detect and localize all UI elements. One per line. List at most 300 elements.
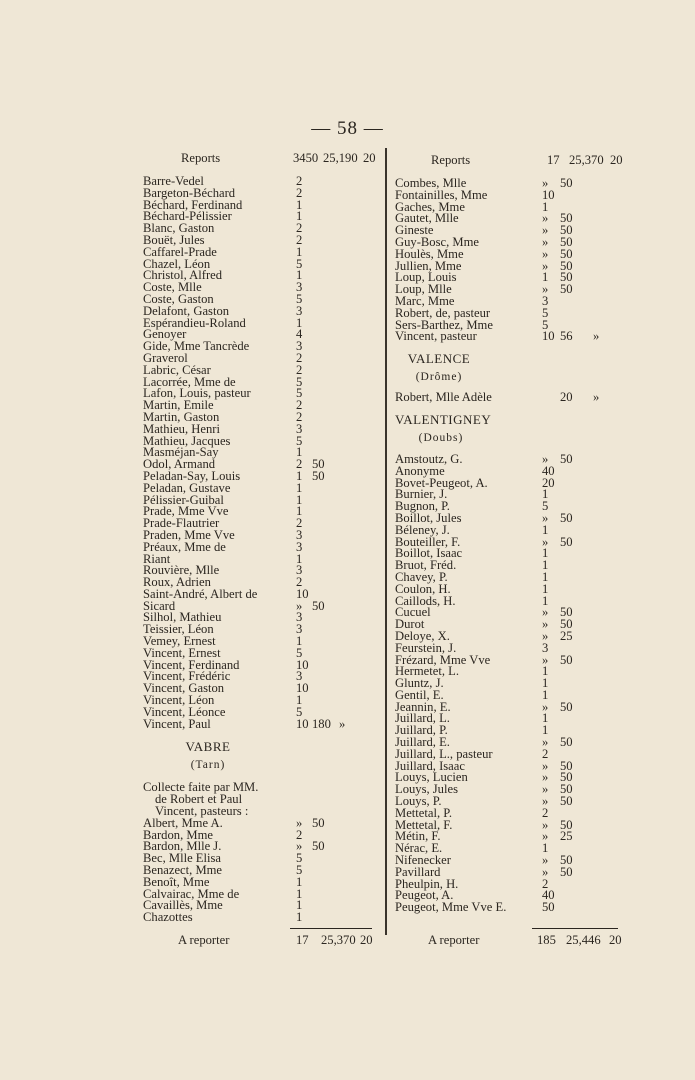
entry-amount-a: » bbox=[542, 282, 549, 297]
entry-name: Juillard, L. bbox=[395, 711, 450, 726]
entry-name: Mathieu, Jacques bbox=[143, 433, 231, 448]
entry-name: Marc, Mme bbox=[395, 293, 455, 308]
entry-name: Chazel, Léon bbox=[143, 256, 211, 271]
entry-name: Gentil, E. bbox=[395, 687, 444, 702]
entry-amount-a: 1 bbox=[542, 841, 549, 856]
entry-amount-a: 1 bbox=[542, 687, 549, 702]
entry-amount-b: 50 bbox=[560, 270, 573, 285]
entry-amount-b: 50 bbox=[312, 839, 325, 854]
entry-name: Caffarel-Prade bbox=[143, 244, 217, 259]
list-entry bbox=[395, 392, 625, 404]
entry-name: Peugeot, Mme Vve E. bbox=[395, 900, 507, 915]
entry-amount-a: 1 bbox=[542, 569, 549, 584]
entry-name: Nérac, E. bbox=[395, 841, 443, 856]
entry-amount-a: 1 bbox=[296, 468, 303, 483]
entry-name: Odol, Armand bbox=[143, 457, 216, 472]
entry-name: Bugnon, P. bbox=[395, 499, 450, 514]
entry-name: Peladan-Say, Louis bbox=[143, 468, 241, 483]
entry-amount-a: 20 bbox=[542, 475, 555, 490]
entry-name: Genoyer bbox=[143, 327, 187, 342]
entry-amount-a: » bbox=[542, 817, 549, 832]
entry-amount-a: 5 bbox=[296, 433, 303, 448]
entry-name: Loup, Louis bbox=[395, 270, 457, 285]
left-reports-header bbox=[143, 150, 377, 172]
entry-amount-a: 3 bbox=[296, 622, 303, 637]
entry-name: Coste, Mlle bbox=[143, 280, 202, 295]
entry-amount-c: » bbox=[593, 329, 600, 344]
entry-amount-a: 1 bbox=[296, 910, 303, 925]
entry-amount-a: 5 bbox=[296, 863, 303, 878]
entry-amount-a: 2 bbox=[542, 805, 549, 820]
entry-name: Vincent, Gaston bbox=[143, 681, 225, 696]
entry-name: Gide, Mme Tancrède bbox=[143, 339, 250, 354]
entry-amount-a: 5 bbox=[296, 386, 303, 401]
entry-amount-a: 1 bbox=[542, 581, 549, 596]
entry-amount-a: 2 bbox=[296, 827, 303, 842]
list-entry bbox=[395, 607, 625, 619]
entry-amount-a: 2 bbox=[296, 457, 303, 472]
entry-amount-b: 50 bbox=[560, 282, 573, 297]
entry-amount-c: » bbox=[593, 390, 600, 405]
entry-name: Vincent, Paul bbox=[143, 716, 211, 731]
entry-name: Hermetet, L. bbox=[395, 664, 459, 679]
entry-name: Robert, Mlle Adèle bbox=[395, 390, 492, 405]
reports-label: Reports bbox=[181, 151, 221, 165]
entry-amount-a: » bbox=[542, 605, 549, 620]
entry-name: Bardon, Mme bbox=[143, 827, 213, 842]
entry-name: Caillods, H. bbox=[395, 593, 456, 608]
entry-name: Teissier, Léon bbox=[143, 622, 214, 637]
entry-amount-a: » bbox=[542, 794, 549, 809]
entry-name: Louys, Jules bbox=[395, 782, 458, 797]
entry-amount-b: 50 bbox=[560, 510, 573, 525]
entry-amount-a: 1 bbox=[296, 480, 303, 495]
entry-amount-a: » bbox=[296, 839, 303, 854]
entry-amount-b: 50 bbox=[560, 782, 573, 797]
entry-amount-b: 50 bbox=[560, 234, 573, 249]
entry-amount-a: 1 bbox=[542, 487, 549, 502]
reporter-amount-a: 185 bbox=[537, 933, 556, 947]
entry-name: Gautet, Mlle bbox=[395, 211, 459, 226]
entry-amount-a: » bbox=[542, 246, 549, 261]
reports-amount-b: 25,190 bbox=[323, 151, 358, 165]
entry-name: Frézard, Mme Vve bbox=[395, 652, 491, 667]
entry-name: Pélissier-Guibal bbox=[143, 492, 224, 507]
list-entry bbox=[143, 912, 377, 924]
entry-name: Riant bbox=[143, 551, 171, 566]
entry-name: Pheulpin, H. bbox=[395, 876, 459, 891]
entry-name: Bargeton-Béchard bbox=[143, 185, 236, 200]
reporter-amount-c: 20 bbox=[609, 933, 622, 947]
entry-name: Masméjan-Say bbox=[143, 445, 219, 460]
entry-amount-a: » bbox=[542, 258, 549, 273]
entry-amount-a: 3 bbox=[296, 280, 303, 295]
entry-amount-a: » bbox=[542, 234, 549, 249]
entry-amount-b: 50 bbox=[560, 211, 573, 226]
entry-amount-a: 2 bbox=[296, 350, 303, 365]
entry-amount-a: 3 bbox=[296, 527, 303, 542]
collecte-line: de Robert et Paul bbox=[155, 792, 243, 807]
entry-amount-a: » bbox=[542, 770, 549, 785]
entry-name: Peugeot, A. bbox=[395, 888, 454, 903]
entry-name: Saint-André, Albert de bbox=[143, 586, 258, 601]
entry-amount-a: 1 bbox=[296, 492, 303, 507]
entry-amount-a: 1 bbox=[542, 522, 549, 537]
entry-amount-a: 1 bbox=[296, 693, 303, 708]
section-subtitle: (Drôme) bbox=[415, 371, 463, 384]
entry-amount-a: » bbox=[542, 628, 549, 643]
entry-amount-a: » bbox=[542, 758, 549, 773]
entry-name: Béchard-Pélissier bbox=[143, 209, 232, 224]
entry-amount-a: 5 bbox=[296, 645, 303, 660]
section-valentigney bbox=[395, 411, 492, 447]
entry-amount-a: 2 bbox=[296, 398, 303, 413]
entry-name: Prade, Mme Vve bbox=[143, 504, 229, 519]
entry-name: Chavey, P. bbox=[395, 569, 448, 584]
entry-name: Coste, Gaston bbox=[143, 291, 214, 306]
entry-amount-a: 1 bbox=[296, 504, 303, 519]
entry-amount-a: 5 bbox=[296, 704, 303, 719]
entry-amount-b: 50 bbox=[560, 176, 573, 190]
entry-name: Vincent, Ferdinand bbox=[143, 657, 240, 672]
entry-name: Lacorrée, Mme de bbox=[143, 374, 236, 389]
entry-name: Calvairac, Mme de bbox=[143, 886, 240, 901]
entry-amount-a: » bbox=[542, 534, 549, 549]
reporter-amount-b: 25,370 bbox=[321, 933, 356, 947]
entry-name: Praden, Mme Vve bbox=[143, 527, 235, 542]
entry-name: Rouvière, Mlle bbox=[143, 563, 220, 578]
entry-amount-a: 5 bbox=[542, 499, 549, 514]
reports-amount-c: 20 bbox=[610, 153, 623, 167]
page-number: — 58 — bbox=[311, 118, 384, 139]
entry-name: Sicard bbox=[143, 598, 176, 613]
section-title: VABRE bbox=[185, 739, 231, 755]
entry-name: Amstoutz, G. bbox=[395, 451, 463, 466]
entry-name: Durot bbox=[395, 617, 425, 632]
entry-amount-a: 3 bbox=[296, 339, 303, 354]
entry-name: Feurstein, J. bbox=[395, 640, 457, 655]
right-reports-header bbox=[395, 150, 625, 172]
entry-amount-a: » bbox=[542, 510, 549, 525]
entry-amount-a: 1 bbox=[296, 209, 303, 224]
entry-amount-a: 1 bbox=[542, 199, 549, 214]
entry-amount-b: 50 bbox=[312, 815, 325, 830]
entry-name: Benazect, Mme bbox=[143, 863, 223, 878]
entry-name: Boillot, Isaac bbox=[395, 546, 463, 561]
entry-name: Vincent, Frédéric bbox=[143, 669, 231, 684]
entry-amount-b: 20 bbox=[560, 390, 573, 405]
entry-name: Béleney, J. bbox=[395, 522, 450, 537]
entry-name: Boillot, Jules bbox=[395, 510, 462, 525]
entry-amount-a: 2 bbox=[296, 221, 303, 236]
right-entry-list bbox=[395, 178, 625, 343]
entry-amount-b: 50 bbox=[560, 451, 573, 466]
entry-name: Louys, Lucien bbox=[395, 770, 468, 785]
entry-name: Béchard, Ferdinand bbox=[143, 197, 243, 212]
entry-amount-a: » bbox=[542, 782, 549, 797]
entry-amount-a: 1 bbox=[296, 244, 303, 259]
reports-amount-a: 17 bbox=[547, 153, 560, 167]
entry-amount-a: » bbox=[542, 211, 549, 226]
entry-name: Chazottes bbox=[143, 910, 193, 925]
collecte-line: Collecte faite par MM. bbox=[143, 780, 259, 795]
entry-amount-a: » bbox=[542, 617, 549, 632]
entry-name: Anonyme bbox=[395, 463, 445, 478]
total-rule bbox=[532, 928, 618, 929]
entry-amount-a: 1 bbox=[542, 593, 549, 608]
column-separator bbox=[385, 148, 387, 935]
entry-name: Mathieu, Henri bbox=[143, 421, 220, 436]
total-rule bbox=[290, 928, 372, 929]
entry-name: Bovet-Peugeot, A. bbox=[395, 475, 488, 490]
collecte-note bbox=[143, 782, 377, 817]
entry-amount-a: 1 bbox=[542, 711, 549, 726]
entry-name: Fontainilles, Mme bbox=[395, 187, 488, 202]
entry-name: Silhol, Mathieu bbox=[143, 610, 222, 625]
entry-amount-a: 1 bbox=[296, 886, 303, 901]
entry-amount-a: 5 bbox=[296, 851, 303, 866]
entry-amount-a: 40 bbox=[542, 888, 555, 903]
reports-amount-c: 20 bbox=[363, 151, 376, 165]
entry-amount-a: 1 bbox=[296, 197, 303, 212]
entry-amount-a: 1 bbox=[542, 270, 549, 285]
entry-amount-a: 2 bbox=[296, 174, 303, 188]
entry-name: Métin, F. bbox=[395, 829, 441, 844]
entry-amount-a: 5 bbox=[542, 305, 549, 320]
entry-name: Burnier, J. bbox=[395, 487, 448, 502]
entry-name: Vincent, Léon bbox=[143, 693, 215, 708]
entry-amount-a: 1 bbox=[296, 268, 303, 283]
reports-amount-b: 25,370 bbox=[569, 153, 604, 167]
list-entry bbox=[395, 331, 625, 343]
entry-amount-a: 2 bbox=[296, 575, 303, 590]
entry-name: Juillard, L., pasteur bbox=[395, 746, 493, 761]
reports-amount-a: 3450 bbox=[293, 151, 319, 165]
entry-amount-a: » bbox=[542, 864, 549, 879]
reporter-amount-a: 17 bbox=[296, 933, 309, 947]
entry-amount-a: 10 bbox=[296, 586, 309, 601]
entry-amount-a: 1 bbox=[542, 558, 549, 573]
entry-amount-a: 10 bbox=[296, 716, 309, 731]
entry-amount-a: 2 bbox=[542, 876, 549, 891]
entry-amount-a: » bbox=[542, 176, 549, 190]
entry-amount-a: 1 bbox=[296, 634, 303, 649]
entry-name: Mettetal, F. bbox=[395, 817, 453, 832]
entry-amount-b: 50 bbox=[560, 605, 573, 620]
entry-amount-a: » bbox=[296, 815, 303, 830]
entry-amount-b: 25 bbox=[560, 628, 573, 643]
entry-amount-a: » bbox=[542, 652, 549, 667]
entry-amount-b: 50 bbox=[560, 652, 573, 667]
left-entry-list bbox=[143, 176, 377, 730]
section-vabre bbox=[143, 738, 273, 774]
entry-amount-b: 56 bbox=[560, 329, 573, 344]
reporter-amount-b: 25,446 bbox=[566, 933, 601, 947]
entry-name: Gaches, Mme bbox=[395, 199, 465, 214]
entry-amount-a: » bbox=[542, 735, 549, 750]
entry-name: Blanc, Gaston bbox=[143, 221, 215, 236]
entry-amount-a: 1 bbox=[296, 315, 303, 330]
entry-name: Deloye, X. bbox=[395, 628, 450, 643]
entry-name: Bec, Mlle Elisa bbox=[143, 851, 221, 866]
entry-amount-a: » bbox=[542, 451, 549, 466]
entry-name: Coulon, H. bbox=[395, 581, 451, 596]
entry-name: Bouteiller, F. bbox=[395, 534, 461, 549]
entry-amount-b: 50 bbox=[560, 770, 573, 785]
entry-amount-a: 10 bbox=[542, 187, 555, 202]
list-entry bbox=[395, 902, 625, 914]
entry-name: Juillard, Isaac bbox=[395, 758, 465, 773]
entry-amount-a: 10 bbox=[296, 657, 309, 672]
entry-amount-b: 50 bbox=[312, 468, 325, 483]
entry-name: Juillard, P. bbox=[395, 723, 448, 738]
entry-amount-a: 1 bbox=[542, 546, 549, 561]
entry-amount-a: 3 bbox=[542, 640, 549, 655]
right-column bbox=[395, 150, 625, 914]
entry-name: Jullien, Mme bbox=[395, 258, 462, 273]
entry-name: Cucuel bbox=[395, 605, 431, 620]
entry-name: Lafon, Louis, pasteur bbox=[143, 386, 251, 401]
entry-name: Préaux, Mme de bbox=[143, 539, 226, 554]
entry-name: Prade-Flautrier bbox=[143, 516, 220, 531]
entry-amount-a: 3 bbox=[296, 563, 303, 578]
entry-amount-a: 50 bbox=[542, 900, 555, 915]
entry-amount-b: 50 bbox=[560, 246, 573, 261]
entry-amount-b: 50 bbox=[560, 223, 573, 238]
entry-amount-a: 3 bbox=[296, 669, 303, 684]
entry-amount-a: 2 bbox=[296, 185, 303, 200]
entry-amount-a: 2 bbox=[296, 362, 303, 377]
entry-name: Juillard, E. bbox=[395, 735, 450, 750]
entry-name: Pavillard bbox=[395, 864, 441, 879]
entry-name: Delafont, Gaston bbox=[143, 303, 230, 318]
entry-amount-a: 2 bbox=[296, 516, 303, 531]
entry-amount-b: 50 bbox=[560, 735, 573, 750]
entry-name: Vincent, pasteur bbox=[395, 329, 477, 344]
left-column bbox=[143, 150, 377, 924]
entry-name: Bruot, Fréd. bbox=[395, 558, 457, 573]
entry-amount-b: 50 bbox=[560, 758, 573, 773]
entry-amount-a: 40 bbox=[542, 463, 555, 478]
entry-name: Vincent, Ernest bbox=[143, 645, 221, 660]
entry-amount-b: 50 bbox=[312, 598, 325, 613]
entry-amount-a: 2 bbox=[296, 232, 303, 247]
entry-amount-a: 3 bbox=[296, 539, 303, 554]
entry-amount-a: 1 bbox=[542, 723, 549, 738]
entry-amount-b: 50 bbox=[560, 534, 573, 549]
entry-name: Mettetal, P. bbox=[395, 805, 453, 820]
list-entry bbox=[143, 716, 377, 731]
entry-name: Gineste bbox=[395, 223, 434, 238]
entry-name: Graverol bbox=[143, 350, 188, 365]
list-entry bbox=[143, 539, 377, 554]
entry-amount-a: » bbox=[542, 829, 549, 844]
entry-name: Combes, Mlle bbox=[395, 176, 467, 190]
entry-amount-a: 5 bbox=[542, 317, 549, 332]
entry-amount-a: 1 bbox=[296, 874, 303, 889]
entry-name: Espérandieu-Roland bbox=[143, 315, 246, 330]
entry-amount-a: 1 bbox=[542, 676, 549, 691]
entry-amount-b: 50 bbox=[560, 864, 573, 879]
section-subtitle: (Tarn) bbox=[190, 759, 226, 772]
left-entry-list-vabre bbox=[143, 815, 377, 925]
entry-name: Martin, Emile bbox=[143, 398, 214, 413]
entry-amount-a: » bbox=[542, 853, 549, 868]
entry-amount-a: 1 bbox=[296, 551, 303, 566]
entry-amount-b: 50 bbox=[560, 258, 573, 273]
entry-amount-a: 3 bbox=[296, 610, 303, 625]
collecte-line: Vincent, pasteurs : bbox=[155, 804, 249, 819]
entry-name: Albert, Mme A. bbox=[143, 815, 223, 830]
entry-amount-a: 3 bbox=[296, 421, 303, 436]
entry-amount-b: 25 bbox=[560, 829, 573, 844]
entry-amount-a: 1 bbox=[296, 898, 303, 913]
entry-name: Loup, Mlle bbox=[395, 282, 452, 297]
entry-amount-b: 50 bbox=[560, 794, 573, 809]
entry-amount-a: » bbox=[296, 598, 303, 613]
section-title: VALENCE bbox=[407, 351, 471, 367]
entry-amount-a: 2 bbox=[542, 746, 549, 761]
entry-name: Robert, de, pasteur bbox=[395, 305, 491, 320]
entry-amount-a: » bbox=[542, 699, 549, 714]
section-title: VALENTIGNEY bbox=[395, 411, 492, 427]
entry-name: Benoît, Mme bbox=[143, 874, 210, 889]
entry-amount-a: 2 bbox=[296, 409, 303, 424]
entry-amount-a: 3 bbox=[296, 303, 303, 318]
entry-name: Bardon, Mlle J. bbox=[143, 839, 222, 854]
entry-amount-a: 3 bbox=[542, 293, 549, 308]
reporter-label: A reporter bbox=[178, 933, 230, 947]
entry-amount-a: » bbox=[542, 223, 549, 238]
entry-name: Sers-Barthez, Mme bbox=[395, 317, 493, 332]
entry-amount-a: 1 bbox=[296, 445, 303, 460]
entry-amount-a: 4 bbox=[296, 327, 303, 342]
section-valence bbox=[395, 350, 483, 386]
entry-amount-b: 180 bbox=[312, 716, 331, 731]
list-entry bbox=[143, 586, 377, 601]
entry-name: Labric, César bbox=[143, 362, 211, 377]
entry-name: Barre-Vedel bbox=[143, 174, 204, 188]
entry-name: Gluntz, J. bbox=[395, 676, 444, 691]
entry-amount-a: 5 bbox=[296, 374, 303, 389]
reports-label: Reports bbox=[431, 153, 471, 167]
reporter-label: A reporter bbox=[428, 933, 480, 947]
entry-amount-a: 5 bbox=[296, 291, 303, 306]
entry-name: Nifenecker bbox=[395, 853, 451, 868]
reporter-amount-c: 20 bbox=[360, 933, 373, 947]
entry-amount-a: 10 bbox=[296, 681, 309, 696]
entry-name: Martin, Gaston bbox=[143, 409, 220, 424]
entry-amount-a: 1 bbox=[542, 664, 549, 679]
entry-name: Louys, P. bbox=[395, 794, 442, 809]
entry-name: Peladan, Gustave bbox=[143, 480, 231, 495]
entry-name: Roux, Adrien bbox=[143, 575, 211, 590]
entry-amount-a: 5 bbox=[296, 256, 303, 271]
entry-amount-b: 50 bbox=[560, 699, 573, 714]
entry-name: Vincent, Léonce bbox=[143, 704, 226, 719]
entry-amount-a: 10 bbox=[542, 329, 555, 344]
entry-name: Christol, Alfred bbox=[143, 268, 223, 283]
valence-entry-list bbox=[395, 392, 625, 404]
entry-name: Houlès, Mme bbox=[395, 246, 464, 261]
entry-name: Bouët, Jules bbox=[143, 232, 205, 247]
entry-name: Guy-Bosc, Mme bbox=[395, 234, 479, 249]
section-subtitle: (Doubs) bbox=[418, 431, 464, 444]
entry-amount-b: 50 bbox=[312, 457, 325, 472]
entry-amount-c: » bbox=[339, 716, 346, 731]
entry-amount-b: 50 bbox=[560, 617, 573, 632]
entry-name: Jeannin, E. bbox=[395, 699, 451, 714]
